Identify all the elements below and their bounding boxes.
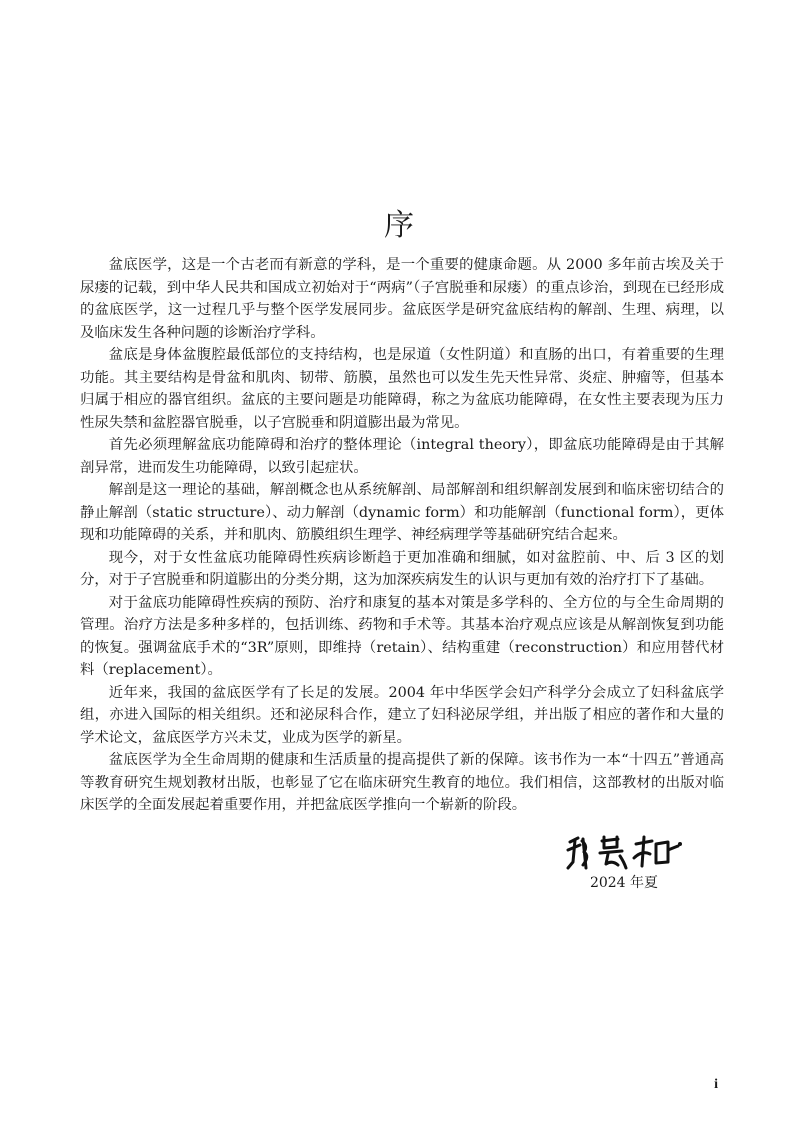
signature-block xyxy=(554,832,694,892)
handwritten-signature xyxy=(564,832,684,872)
sign-date: 2024 年夏 xyxy=(589,875,659,891)
paragraph: 盆底医学为全生命周期的健康和生活质量的提高提供了新的保障。该书作为一本“十四五”普通高等教育研究生规划教材出版，也彰显了它在临床研究生教育的地位。我们相信，这部教材的出版对临床医学的全面发展起着重要作用，并把盆底医学推向一个崭新的阶段。 xyxy=(80,752,724,813)
paragraph: 盆底是身体盆腹腔最低部位的支持结构，也是尿道（女性阴道）和直肠的出口，有着重要的生理功能。其主要结构是骨盆和肌肉、韧带、筋膜，虽然也可以发生先天性异常、炎症、肿瘤等，但基本归属于相应的器官组织。盆底的主要问题是功能障碍，称之为盆底功能障碍，在女性主要表现为压力性尿失禁和盆腔器官脱垂，以子宫脱垂和阴道膨出最为常见。 xyxy=(80,347,724,431)
preface-body xyxy=(80,254,724,817)
paragraph: 现今，对于女性盆底功能障碍性疾病诊断趋于更加准确和细腻，如对盆腔前、中、后 3 区的划分，对于子宫脱垂和阴道膨出的分类分期，这为加深疾病发生的认识与更加有效的治疗打下了基础。 xyxy=(80,549,724,588)
paragraph: 首先必须理解盆底功能障碍和治疗的整体理论（integral theory），即盆底功能障碍是由于其解剖异常，进而发生功能障碍，以致引起症状。 xyxy=(80,437,724,476)
paragraph: 对于盆底功能障碍性疾病的预防、治疗和康复的基本对策是多学科的、全方位的与全生命周期的管理。治疗方法是多种多样的，包括训练、药物和手术等。其基本治疗观点应该是从解剖恢复到功能的恢复。强调盆底手术的“3R”原则，即维持（retain）、结构重建（reconstruction）和应用替代材料（replacement）。 xyxy=(80,594,724,678)
paragraph: 盆底医学，这是一个古老而有新意的学科，是一个重要的健康命题。从 2000 多年前古埃及关于尿瘘的记载，到中华人民共和国成立初始对于“两病”（子宫脱垂和尿瘘）的重点诊治，到现在已经形成的盆底医学，这一过程几乎与整个医学发展同步。盆底医学是研究盆底结构的解剖、生理、病理，以及临床发生各种问题的诊断治疗学科。 xyxy=(80,257,724,341)
paragraph: 解剖是这一理论的基础，解剖概念也从系统解剖、局部解剖和组织解剖发展到和临床密切结合的静止解剖（static structure）、动力解剖（dynamic form）和功能解剖（functional form），更体现和功能障碍的关系，并和肌肉、筋膜组织生理学、神经病理学等基础研究结合起来。 xyxy=(80,482,724,543)
page-number: i xyxy=(714,1077,718,1092)
paragraph: 近年来，我国的盆底医学有了长足的发展。2004 年中华医学会妇产科学分会成立了妇科盆底学组，亦进入国际的相关组织。还和泌尿科合作，建立了妇科泌尿学组，并出版了相应的著作和大量的学术论文，盆底医学方兴未艾，业成为医学的新星。 xyxy=(80,684,724,746)
page-title: 序 xyxy=(384,208,416,244)
